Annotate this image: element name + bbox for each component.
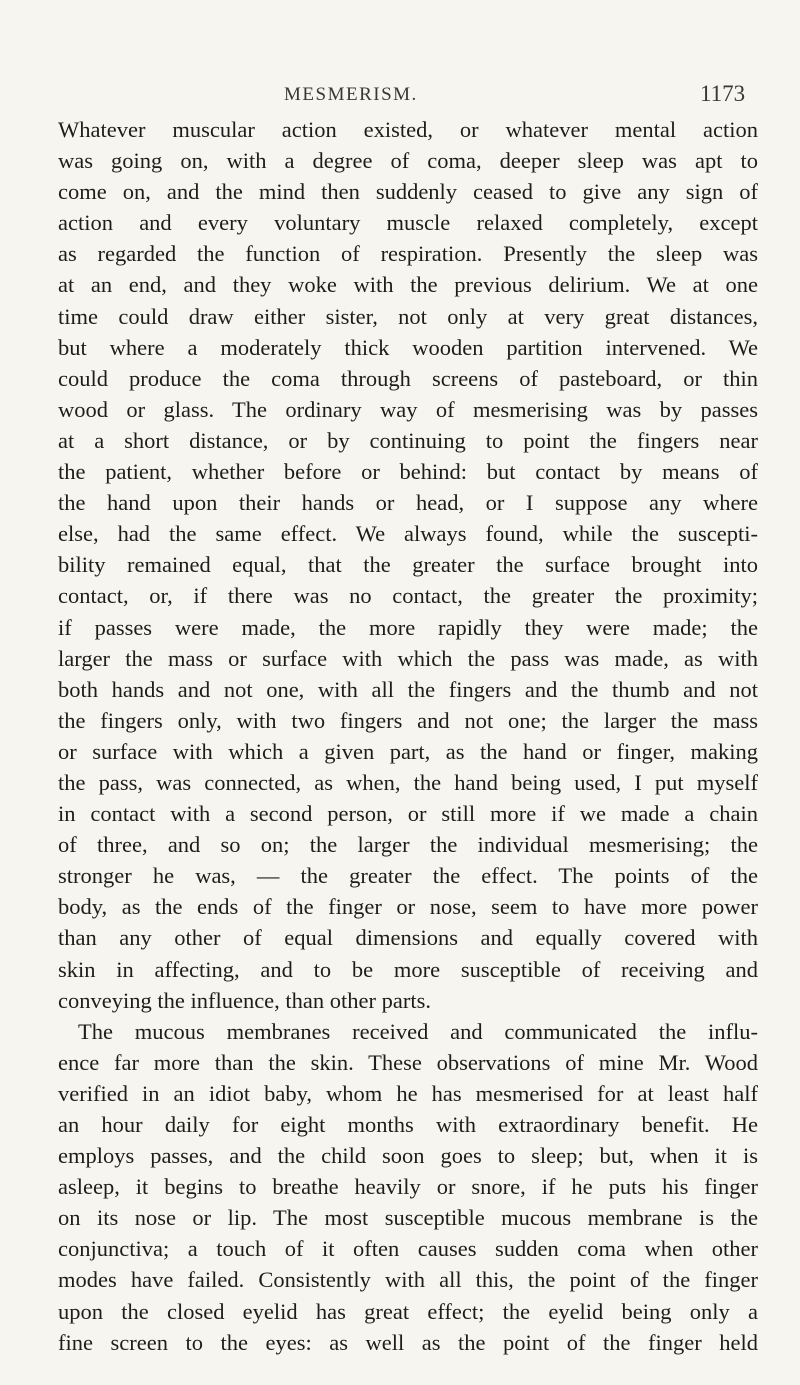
text-line: ence far more than the skin. These observations of mine Mr. Wood [58,1049,758,1075]
text-line: contact, or, if there was no contact, the greater the proximity; [58,583,758,609]
text-line: if passes were made, the more rapidly they were made; the [58,614,758,640]
text-line: as regarded the function of respiration. Presently the sleep was [58,241,758,267]
text-line: or surface with which a given part, as the hand or finger, making [58,738,758,764]
text-line: than any other of equal dimensions and equally covered with [58,925,758,951]
text-line: the hand upon their hands or head, or I suppose any where [58,490,758,516]
text-line: was going on, with a degree of coma, deeper sleep was apt to [58,148,758,174]
text-line: verified in an idiot baby, whom he has mesmerised for at least half [58,1080,758,1106]
text-line: the patient, whether before or behind: but contact by means of [58,459,758,485]
text-line: at a short distance, or by continuing to point the fingers near [58,427,758,453]
text-line: of three, and so on; the larger the individual mesmerising; the [58,832,758,858]
text-line: time could draw either sister, not only at very great distances, [58,303,758,329]
text-line: come on, and the mind then suddenly ceased to give any sign of [58,179,758,205]
text-line: larger the mass or surface with which the pass was made, as with [58,645,758,671]
text-line: an hour daily for eight months with extraordinary benefit. He [58,1112,758,1137]
text-line: asleep, it begins to breathe heavily or snore, if he puts his finger [58,1174,758,1200]
text-line: the fingers only, with two fingers and not one; the larger the mass [58,707,758,733]
text-line: on its nose or lip. The most susceptible mucous membrane is the [58,1205,758,1231]
text-line: conjunctiva; a touch of it often causes sudden coma when other [58,1236,758,1262]
text-line: else, had the same effect. We always found, while the suscepti- [58,521,758,547]
text-line: action and every voluntary muscle relaxed completely, except [58,210,758,236]
text-line: both hands and not one, with all the fingers and the thumb and not [58,676,758,702]
text-line: the pass, was connected, as when, the hand being used, I put myself [58,769,758,795]
text-line: Whatever muscular action existed, or whatever mental action [58,117,758,142]
text-line-paragraph-start: The mucous membranes received and communicated the influ- [78,1018,758,1044]
body-text [58,114,758,1358]
text-line: at an end, and they woke with the previous delirium. We at one [58,272,758,298]
text-line: upon the closed eyelid has great effect; the eyelid being only a [58,1298,758,1324]
text-line: employs passes, and the child soon goes to sleep; but, when it is [58,1143,758,1169]
running-header: MESMERISM. [284,84,418,105]
page-number: 1173 [700,81,746,106]
text-line: body, as the ends of the finger or nose, seem to have more power [58,894,758,920]
text-line: could produce the coma through screens of pasteboard, or thin [58,365,758,391]
text-line-paragraph-end: conveying the influence, than other parts. [58,987,431,1013]
text-line: bility remained equal, that the greater the surface brought into [58,552,758,578]
text-line: stronger he was, — the greater the effect. The points of the [58,863,758,889]
text-line: wood or glass. The ordinary way of mesmerising was by passes [58,396,758,422]
text-line: modes have failed. Consistently with all this, the point of the finger [58,1267,758,1293]
text-line: but where a moderately thick wooden partition intervened. We [58,334,758,360]
text-line: in contact with a second person, or still more if we made a chain [58,801,758,827]
text-line: skin in affecting, and to be more susceptible of receiving and [58,956,758,982]
text-line: fine screen to the eyes: as well as the point of the finger held [58,1329,758,1355]
